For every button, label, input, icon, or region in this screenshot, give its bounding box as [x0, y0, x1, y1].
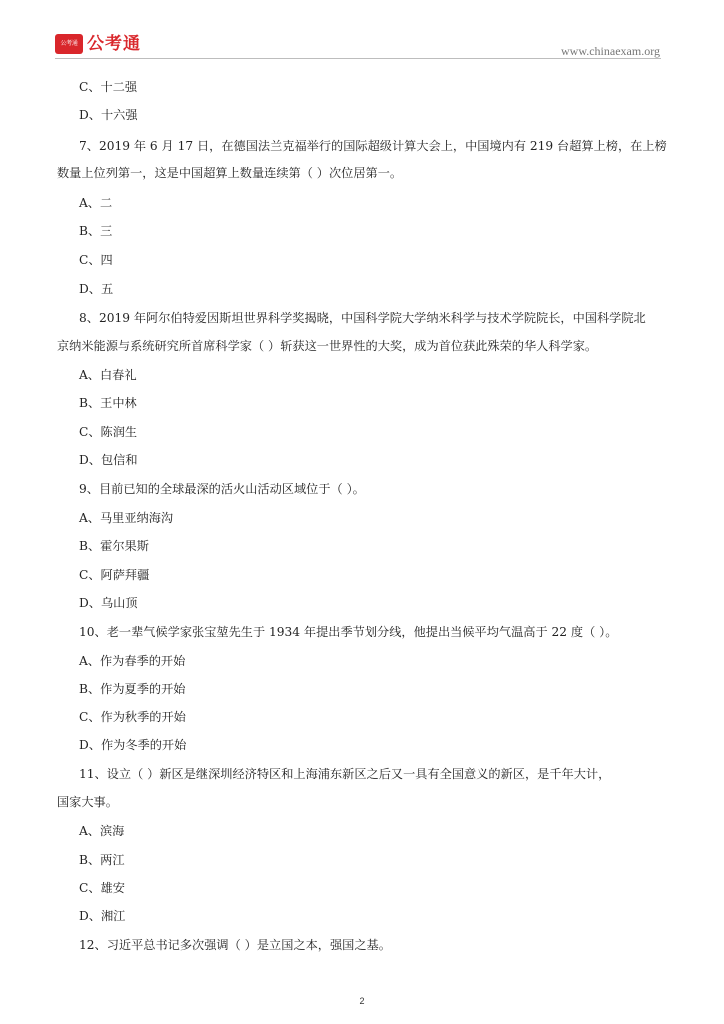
- option-d-q6: D、十六强: [79, 108, 138, 122]
- logo[interactable]: [55, 34, 141, 54]
- option-b-q9: B、霍尔果斯: [79, 539, 149, 553]
- option-b-q10: B、作为夏季的开始: [79, 682, 186, 696]
- option-c-q9: C、阿萨拜疆: [79, 568, 150, 582]
- option-a-q7: A、二: [79, 196, 113, 210]
- question-8-line-2: 京纳米能源与系统研究所首席科学家（ ）斩获这一世界性的大奖，成为首位获此殊荣的华人科学家。: [57, 339, 598, 353]
- option-c-q6: C、十二强: [79, 80, 138, 94]
- logo-text: 公考通: [87, 34, 141, 54]
- option-a-q8: A、白春礼: [79, 368, 137, 382]
- question-9: 9、目前已知的全球最深的活火山活动区域位于（ ）。: [79, 482, 365, 496]
- site-url[interactable]: www.chinaexam.org: [561, 44, 660, 58]
- option-c-q7: C、四: [79, 253, 113, 267]
- option-d-q11: D、湘江: [79, 909, 126, 923]
- option-d-q7: D、五: [79, 282, 114, 296]
- question-12: 12、习近平总书记多次强调（ ）是立国之本，强国之基。: [79, 938, 391, 952]
- option-c-q8: C、陈润生: [79, 425, 138, 439]
- question-7-line-2: 数量上位列第一，这是中国超算上数量连续第（ ）次位居第一。: [57, 166, 403, 180]
- option-a-q10: A、作为春季的开始: [79, 654, 186, 668]
- question-11-line-1: 11、设立（ ）新区是继深圳经济特区和上海浦东新区之后又一具有全国意义的新区，是千年大计，: [79, 767, 611, 781]
- header-divider: [55, 58, 661, 59]
- page-number: 2: [359, 996, 365, 1006]
- option-b-q7: B、三: [79, 224, 113, 238]
- option-a-q11: A、滨海: [79, 824, 125, 838]
- option-b-q8: B、王中林: [79, 396, 137, 410]
- option-a-q9: A、马里亚纳海沟: [79, 511, 174, 525]
- question-7-line-1: 7、2019 年 6 月 17 日，在德国法兰克福举行的国际超级计算大会上，中国境内有 219 台超算上榜，在上榜: [79, 139, 667, 153]
- page-header: [0, 0, 724, 62]
- question-8-line-1: 8、2019 年阿尔伯特爱因斯坦世界科学奖揭晓，中国科学院大学纳米科学与技术学院院长，中国科学院北: [79, 311, 646, 325]
- option-c-q11: C、雄安: [79, 881, 125, 895]
- option-c-q10: C、作为秋季的开始: [79, 710, 186, 724]
- logo-badge-icon: 公考通: [55, 34, 83, 54]
- question-10: 10、老一辈气候学家张宝堃先生于 1934 年提出季节划分线，他提出当候平均气温高于 22 度（ ）。: [79, 625, 618, 639]
- question-11-line-2: 国家大事。: [57, 795, 118, 809]
- option-b-q11: B、两江: [79, 853, 125, 867]
- option-d-q9: D、乌山顶: [79, 596, 138, 610]
- option-d-q10: D、作为冬季的开始: [79, 738, 187, 752]
- option-d-q8: D、包信和: [79, 453, 138, 467]
